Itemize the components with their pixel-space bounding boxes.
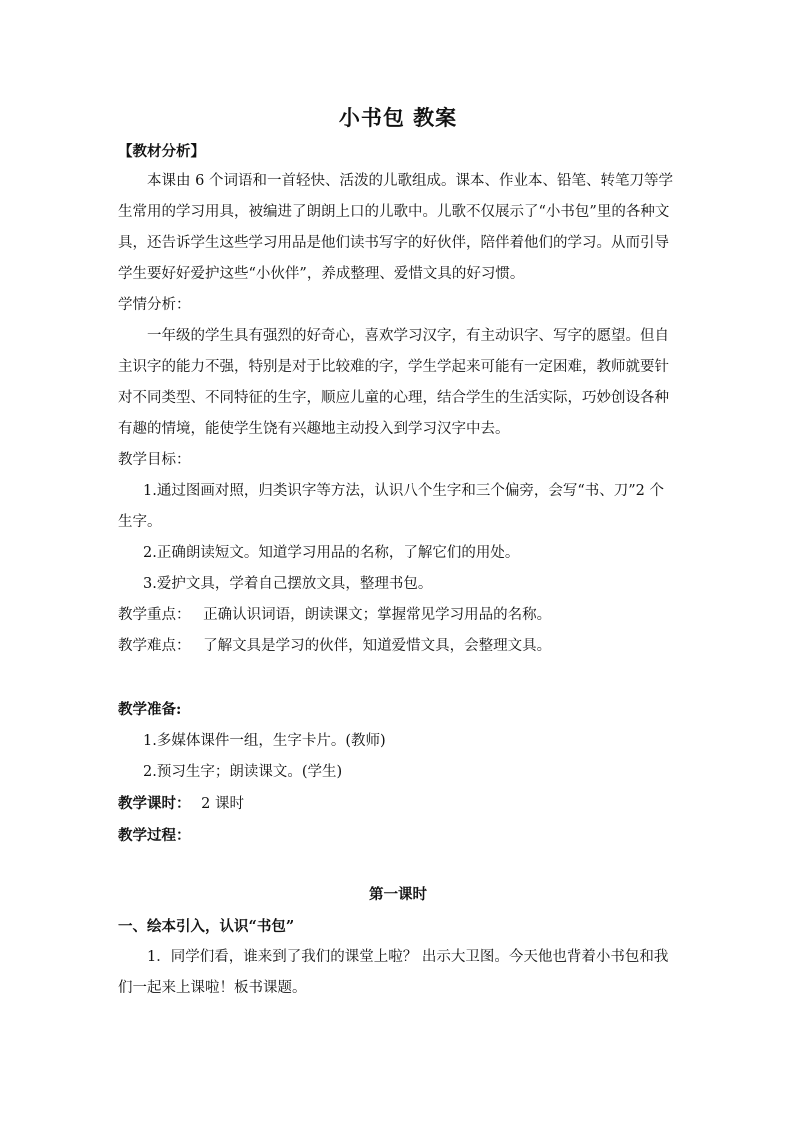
part1-paragraph: 1．同学们看，谁来到了我们的课堂上啦？ 出示大卫图。今天他也背着小书包和我们一起来上课啦！板书课题。 [118, 949, 669, 996]
class-hours-label: 教学课时： [118, 795, 191, 812]
prep-heading: 教学准备: [118, 701, 182, 718]
difficulty-points [118, 631, 678, 662]
part1-heading: 一、绘本引入，认识“书包” [118, 918, 295, 935]
spacer [118, 662, 678, 693]
prep-item: 2.预习生字；朗读课文。(学生) [143, 764, 343, 780]
goal-item: 2.正确朗读短文。知道学习用品的名称，了解它们的用处。 [143, 545, 520, 561]
difficulty-text: 了解文具是学习的伙伴，知道爱惜文具，会整理文具。 [203, 638, 552, 654]
class-hours [118, 788, 678, 820]
material-heading: 【教材分析】 [118, 143, 205, 160]
goal-item: 1.通过图画对照，归类识字等方法，认识八个生字和三个偏旁，会写“书、刀”2 个生字。 [118, 483, 664, 530]
lesson-heading: 第一课时 [369, 886, 427, 903]
goal-item: 3.爱护文具，学着自己摆放文具，整理书包。 [143, 576, 433, 592]
goals-heading: 教学目标： [118, 452, 191, 468]
document-body [118, 98, 678, 1004]
key-points-label: 教学重点： [118, 607, 191, 623]
key-points-text: 正确认识词语，朗读课文；掌握常见学习用品的名称。 [203, 607, 552, 623]
learner-heading: 学情分析： [118, 297, 191, 313]
key-points [118, 600, 678, 631]
prep-item: 1.多媒体课件一组，生字卡片。(教师) [143, 733, 386, 749]
difficulty-label: 教学难点： [118, 638, 191, 654]
learner-paragraph: 一年级的学生具有强烈的好奇心，喜欢学习汉字，有主动识字、写字的愿望。但自主识字的能力不强，特别是对于比较难的字，学生学起来可能有一定困难，教师就要针对不同类型、不同特征的生字，顺应儿童的心理，结合学生的生活实际，巧妙创设各种有趣的情境，能使学生饶有兴趣地主动投入到学习汉字中去。 [118, 328, 669, 437]
spacer [118, 851, 678, 878]
class-hours-value: 2 课时 [201, 796, 244, 812]
page-title: 小书包 教案 [338, 105, 458, 130]
material-paragraph: 本课由 6 个词语和一首轻快、活泼的儿歌组成。课本、作业本、铅笔、转笔刀等学生常用的学习用具，被编进了朗朗上口的儿歌中。儿歌不仅展示了“小书包”里的各种文具，还告诉学生这些学习用品是他们读书写字的好伙伴，陪伴着他们的学习。从而引导学生要好好爱护这些“小伙伴”，养成整理、爱惜文具的好习惯。 [118, 173, 673, 282]
process-heading: 教学过程： [118, 827, 191, 844]
